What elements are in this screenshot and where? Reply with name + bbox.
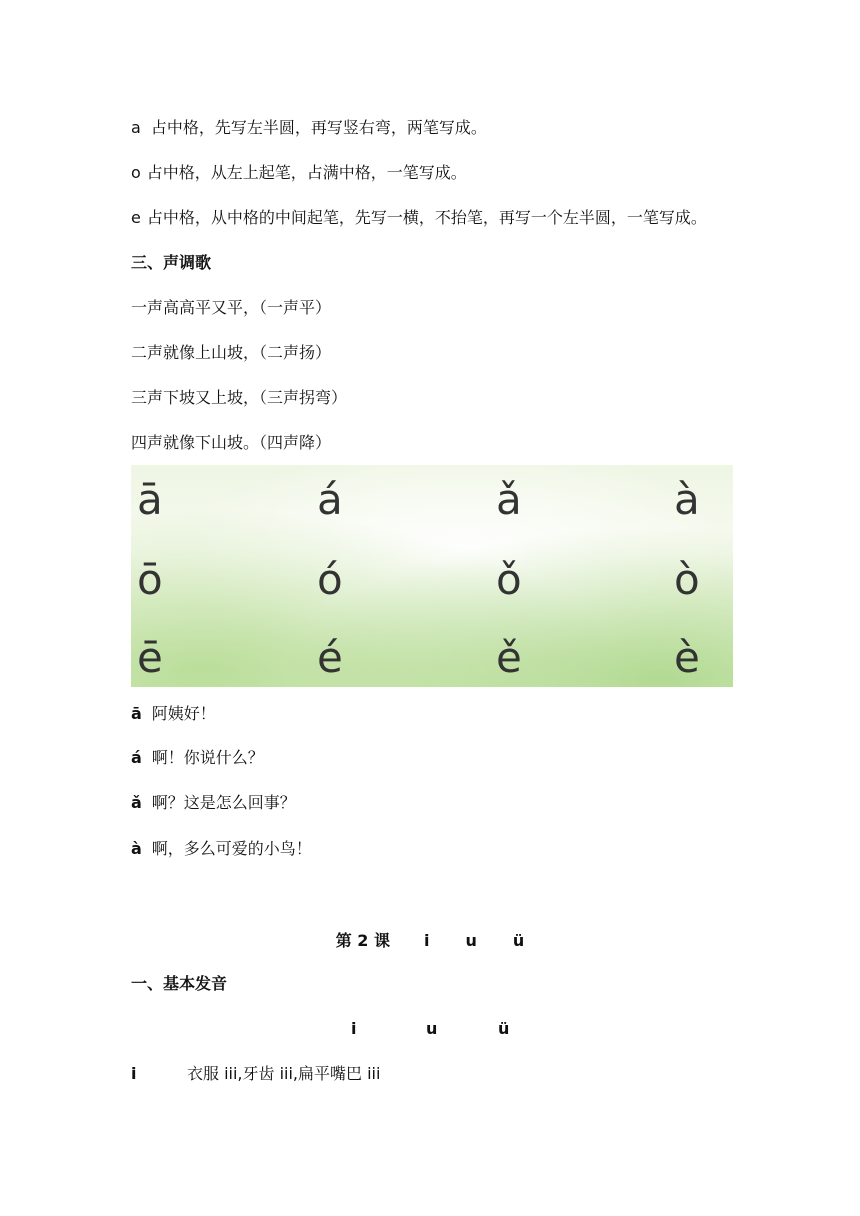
example-letter: á bbox=[131, 748, 142, 767]
writing-letter: o bbox=[131, 163, 141, 182]
tone-mark: è bbox=[674, 633, 700, 682]
example-text: 啊，多么可爱的小鸟！ bbox=[151, 839, 312, 858]
tone-song-line: 二声就像上山坡，（二声扬） bbox=[131, 343, 332, 362]
vowel: i bbox=[351, 1019, 357, 1038]
writing-letter: a bbox=[131, 118, 141, 137]
example-line bbox=[131, 839, 312, 859]
i-letter: i bbox=[131, 1064, 137, 1083]
example-text: 阿姨好！ bbox=[151, 704, 216, 723]
vowel: ü bbox=[498, 1019, 510, 1038]
example-text: 啊！你说什么？ bbox=[151, 748, 264, 767]
lesson-vowel: u bbox=[465, 931, 477, 950]
example-letter: ǎ bbox=[131, 793, 142, 812]
tone-mark: ò bbox=[674, 555, 700, 604]
tone-mark: à bbox=[674, 475, 700, 524]
tone-mark: á bbox=[317, 475, 343, 524]
tone-mark: ǒ bbox=[496, 555, 522, 604]
tone-mark: ō bbox=[137, 555, 163, 604]
writing-line-e bbox=[131, 208, 707, 228]
tone-song-line: 三声下坡又上坡，（三声拐弯） bbox=[131, 388, 348, 407]
lesson-title bbox=[0, 928, 860, 951]
tone-mark: é bbox=[317, 633, 343, 682]
tone-mark: ē bbox=[137, 633, 163, 682]
example-line bbox=[131, 704, 216, 724]
example-letter: ā bbox=[131, 704, 142, 723]
tone-song-line: 四声就像下山坡。（四声降） bbox=[131, 433, 332, 452]
tone-song-line: 一声高高平又平，（一声平） bbox=[131, 298, 332, 317]
tone-mark: ě bbox=[496, 633, 522, 682]
lesson-number: 第 2 课 bbox=[335, 931, 390, 950]
writing-text: 占中格，从左上起笔，占满中格，一笔写成。 bbox=[146, 163, 467, 182]
writing-text: 占中格，从中格的中间起笔，先写一横，不抬笔，再写一个左半圆，一笔写成。 bbox=[146, 208, 707, 227]
writing-text: 占中格，先写左半圆，再写竖右弯，两笔写成。 bbox=[150, 118, 487, 137]
tone-chart-image bbox=[131, 465, 733, 687]
writing-line-o bbox=[131, 163, 467, 183]
tone-mark: ā bbox=[137, 475, 163, 524]
writing-letter: e bbox=[131, 208, 141, 227]
writing-line-a bbox=[131, 118, 487, 138]
example-letter: à bbox=[131, 839, 142, 858]
tone-mark: ǎ bbox=[496, 475, 522, 524]
lesson-vowel: ü bbox=[512, 931, 525, 950]
example-text: 啊？这是怎么回事？ bbox=[151, 793, 296, 812]
vowel: u bbox=[426, 1019, 438, 1038]
tone-mark: ó bbox=[317, 555, 343, 604]
i-rhyme-line bbox=[131, 1064, 380, 1084]
i-rhyme-text: 衣服 iii,牙齿 iii,扁平嘴巴 iii bbox=[187, 1064, 381, 1083]
section-heading-tone-song: 三、声调歌 bbox=[131, 253, 212, 272]
example-line bbox=[131, 748, 264, 768]
example-line bbox=[131, 793, 296, 813]
lesson-vowel: i bbox=[424, 931, 430, 950]
section-heading-basic-pronunciation: 一、基本发音 bbox=[131, 974, 228, 993]
